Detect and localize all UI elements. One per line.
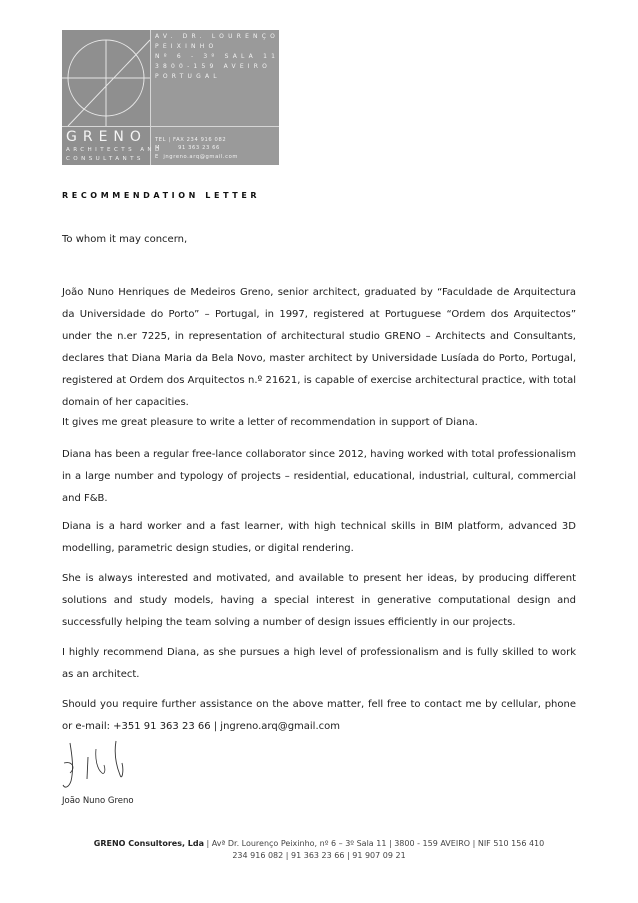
paragraph-intro: João Nuno Henriques de Medeiros Greno, senior architect, graduated by “Faculdade de Arquitectura da Universidade do Porto” – Portugal, in 1997, registered at Portuguese “Ordem dos Arquitectos” under the n.er 7225, in representation of architectural studio GRENO – Architects and Consultants, declares that Diana Maria da Bela Novo, master architect by Universidade Lusíada do Porto, Portugal, registered at Ordem dos Arquitectos n.º 21621, is capable of exercise architectural practice, with total domain of her capacities. (62, 287, 576, 408)
letterhead-divider-vertical (150, 30, 151, 165)
document-title: RECOMMENDATION LETTER (62, 191, 261, 200)
paragraph-motivation: She is always interested and motivated, and available to present her ideas, by producing different solutions and study models, having a special interest in generative computational design and successfully helping the team solving a number of design issues efficiently in our projects. (62, 573, 576, 628)
letterhead (62, 30, 279, 165)
signature-icon (58, 735, 138, 793)
letterhead-address: AV. DR. LOURENÇO PEIXINHO Nº 6 - 3º SALA 11 3800-159 AVEIRO PORTUGAL (155, 33, 280, 80)
letterhead-divider-horizontal (62, 126, 279, 127)
letterhead-contact: TEL | FAX 234 916 082 M 91 363 23 66 E jngreno.arq@gmail.com (155, 137, 239, 160)
paragraph-contact: Should you require further assistance on the above matter, fell free to contact me by cellular, phone or e-mail: +351 91 363 23 66 | jngreno.arq@gmail.com (62, 699, 576, 732)
footer-line-1 (40, 838, 598, 850)
footer (40, 838, 598, 862)
footer-company: GRENO Consultores, Lda (93, 839, 205, 848)
greeting: To whom it may concern, (62, 234, 188, 245)
footer-address: | Avª Dr. Lourenço Peixinho, nº 6 – 3º Sala 11 | 3800 - 159 AVEIRO | NIF 510 156 410 (204, 839, 545, 848)
paragraph-pleasure: It gives me great pleasure to write a letter of recommendation in support of Diana. (62, 417, 478, 428)
letterhead-subtitle: ARCHITECTS AND CONSULTANTS (66, 147, 163, 162)
paragraph-recommend: I highly recommend Diana, as she pursues a high level of professionalism and is fully skilled to work as an architect. (62, 647, 576, 680)
letterhead-brand: GRENO (66, 129, 147, 145)
signature-name: João Nuno Greno (62, 796, 134, 806)
footer-phones: 234 916 082 | 91 363 23 66 | 91 907 09 21 (232, 851, 406, 860)
paragraph-skills: Diana is a hard worker and a fast learner, with high technical skills in BIM platform, advanced 3D modelling, parametric design studies, or digital rendering. (62, 521, 576, 554)
paragraph-collaboration: Diana has been a regular free-lance collaborator since 2012, having worked with total professionalism in a large number and typology of projects – residential, educational, industrial, cultural, commercial and F&B. (62, 449, 576, 504)
